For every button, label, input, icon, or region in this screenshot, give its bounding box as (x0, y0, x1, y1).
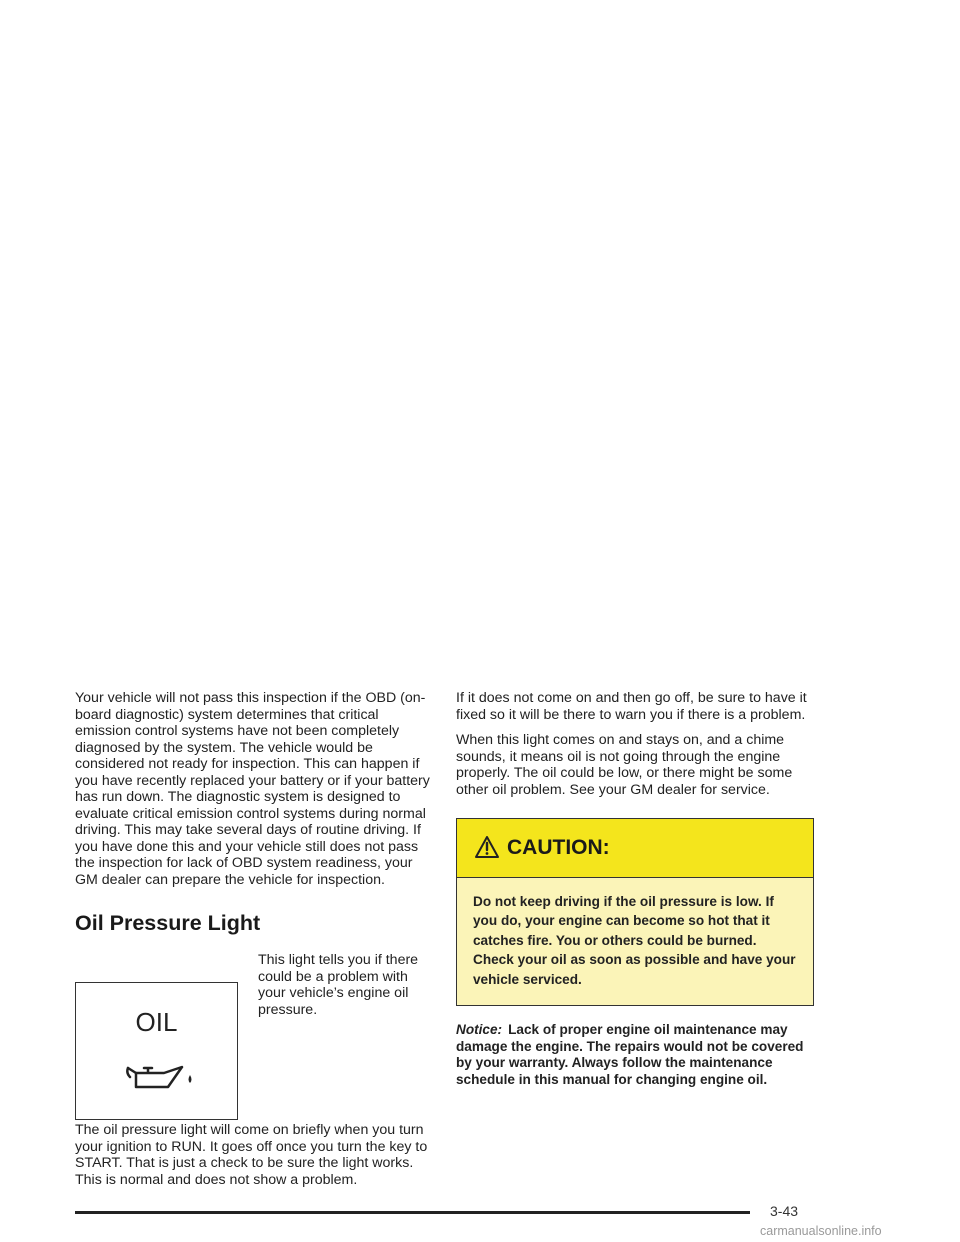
notice-label: Notice: (456, 1022, 503, 1038)
light-fix-paragraph: If it does not come on and then go off, be sure to have it fixed so it will be there to warn you if there is a problem. (456, 690, 807, 723)
oil-light-figure-row (75, 952, 435, 1122)
caution-box (456, 818, 814, 1006)
page-number: 3-43 (770, 1203, 799, 1219)
oil-label: OIL (135, 1007, 178, 1037)
left-column (75, 690, 435, 1188)
footer-rule (75, 1211, 750, 1214)
oil-can-icon (124, 1063, 194, 1097)
caution-header (457, 819, 813, 878)
light-stays-on-paragraph: When this light comes on and stays on, and a chime sounds, it means oil is not going through the engine properly. The oil could be low, or there might be some other oil problem. See your GM dealer for service. (456, 732, 793, 798)
obd-readiness-paragraph: Your vehicle will not pass this inspection if the OBD (on-board diagnostic) system determines that critical emission control systems have not been completely diagnosed by the system. The vehicle would be considered not ready for inspection. This can happen if you have recently replaced your battery or if your battery has run down. The diagnostic system is designed to evaluate critical emission control systems during normal driving. This may take several days of routine driving. If you have done this and your vehicle still does not pass the inspection for lack of OBD system readiness, your GM dealer can prepare the vehicle for inspection. (75, 690, 430, 888)
oil-light-illustration (75, 982, 238, 1120)
caution-text: Do not keep driving if the oil pressure is low. If you do, your engine can become so hot that it catches fire. You or others could be burned. Check your oil as soon as possible and have your vehicle serviced. (473, 894, 796, 987)
right-column (456, 690, 816, 1088)
notice-paragraph (456, 1022, 816, 1088)
oil-light-check-paragraph: The oil pressure light will come on briefly when you turn your ignition to RUN. It goes off once you turn the key to START. That is just a check to be sure the light works. This is normal and does not show a problem. (75, 1122, 428, 1188)
section-heading: Oil Pressure Light (75, 911, 261, 935)
warning-triangle-icon (474, 835, 500, 859)
caution-body (457, 878, 813, 1005)
oil-light-description: This light tells you if there could be a problem with your vehicle’s engine oil pressure. (258, 952, 419, 1018)
notice-text: Lack of proper engine oil maintenance may damage the engine. The repairs would not be covered by your warranty. Always follow the maintenance schedule in this manual for changing engine oil. (456, 1022, 804, 1087)
watermark: carmanualsonline.info (760, 1224, 882, 1238)
caution-title: CAUTION: (507, 836, 610, 859)
